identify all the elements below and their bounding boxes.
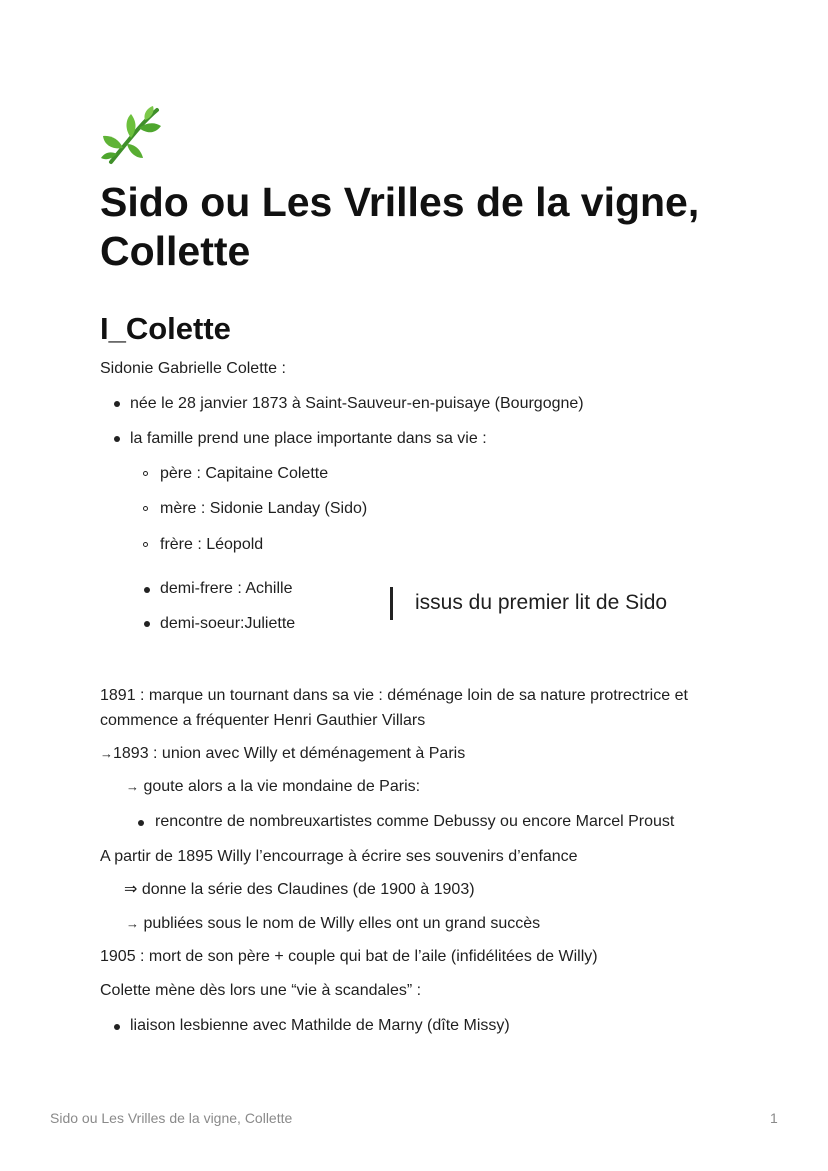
bullet-dot: [114, 436, 120, 442]
list-item: la famille prend une place importante dans sa vie :: [130, 430, 487, 447]
bullet-ring: [143, 471, 148, 476]
page-title: Sido ou Les Vrilles de la vigne, Collette: [100, 179, 700, 274]
brace-bar: [390, 587, 393, 620]
list-item: rencontre de nombreuxartistes comme Debussy ou encore Marcel Proust: [155, 813, 675, 830]
page-number: 1: [770, 1110, 778, 1126]
bullet-ring: [143, 542, 148, 547]
intro-text: Sidonie Gabrielle Colette :: [100, 360, 286, 377]
list-item: père : Capitaine Colette: [160, 465, 329, 482]
list-item: née le 28 janvier 1873 à Saint-Sauveur-en-puisaye (Bourgogne): [130, 395, 584, 412]
line-mondaine: → goute alors a la vie mondaine de Paris:: [126, 778, 421, 795]
list-item: mère : Sidonie Landay (Sido): [160, 500, 368, 517]
herb-leaf-icon: [101, 106, 163, 168]
bullet-ring: [143, 506, 148, 511]
half-siblings-note: issus du premier lit de Sido: [415, 591, 668, 614]
double-arrow-icon: ⇒: [124, 881, 138, 898]
line-publiees: → publiées sous le nom de Willy elles ont un grand succès: [126, 915, 541, 932]
bullet-dot: [144, 587, 150, 593]
line-1893: →1893 : union avec Willy et déménagement à Paris: [100, 745, 466, 762]
list-item: frère : Léopold: [160, 536, 264, 553]
line-1905: 1905 : mort de son père + couple qui bat de l’aile (infidélitées de Willy): [100, 948, 598, 965]
arrow-right-icon: →: [126, 779, 139, 794]
line-1895: A partir de 1895 Willy l’encourrage à écrire ses souvenirs d’enfance: [100, 848, 578, 865]
bullet-dot: [114, 1024, 120, 1030]
bullet-dot: [138, 820, 144, 826]
section-heading: I_Colette: [100, 311, 231, 346]
bullet-dot: [114, 401, 120, 407]
line-scandales: Colette mène dès lors une “vie à scandales” :: [100, 982, 422, 999]
bullet-dot: [144, 621, 150, 627]
arrow-right-icon: →: [126, 916, 139, 931]
line-claudines: ⇒ donne la série des Claudines (de 1900 à 1903): [124, 881, 475, 898]
list-item: demi-soeur:Juliette: [160, 615, 296, 632]
paragraph-1891: 1891 : marque un tournant dans sa vie : déménage loin de sa nature protrectrice et commence a fréquenter Henri Gauthier Villars: [100, 687, 688, 729]
list-item: liaison lesbienne avec Mathilde de Marny (dîte Missy): [130, 1017, 510, 1034]
arrow-right-icon: →: [100, 746, 113, 761]
footer-title: Sido ou Les Vrilles de la vigne, Collette: [50, 1110, 293, 1126]
list-item: demi-frere : Achille: [160, 580, 293, 597]
